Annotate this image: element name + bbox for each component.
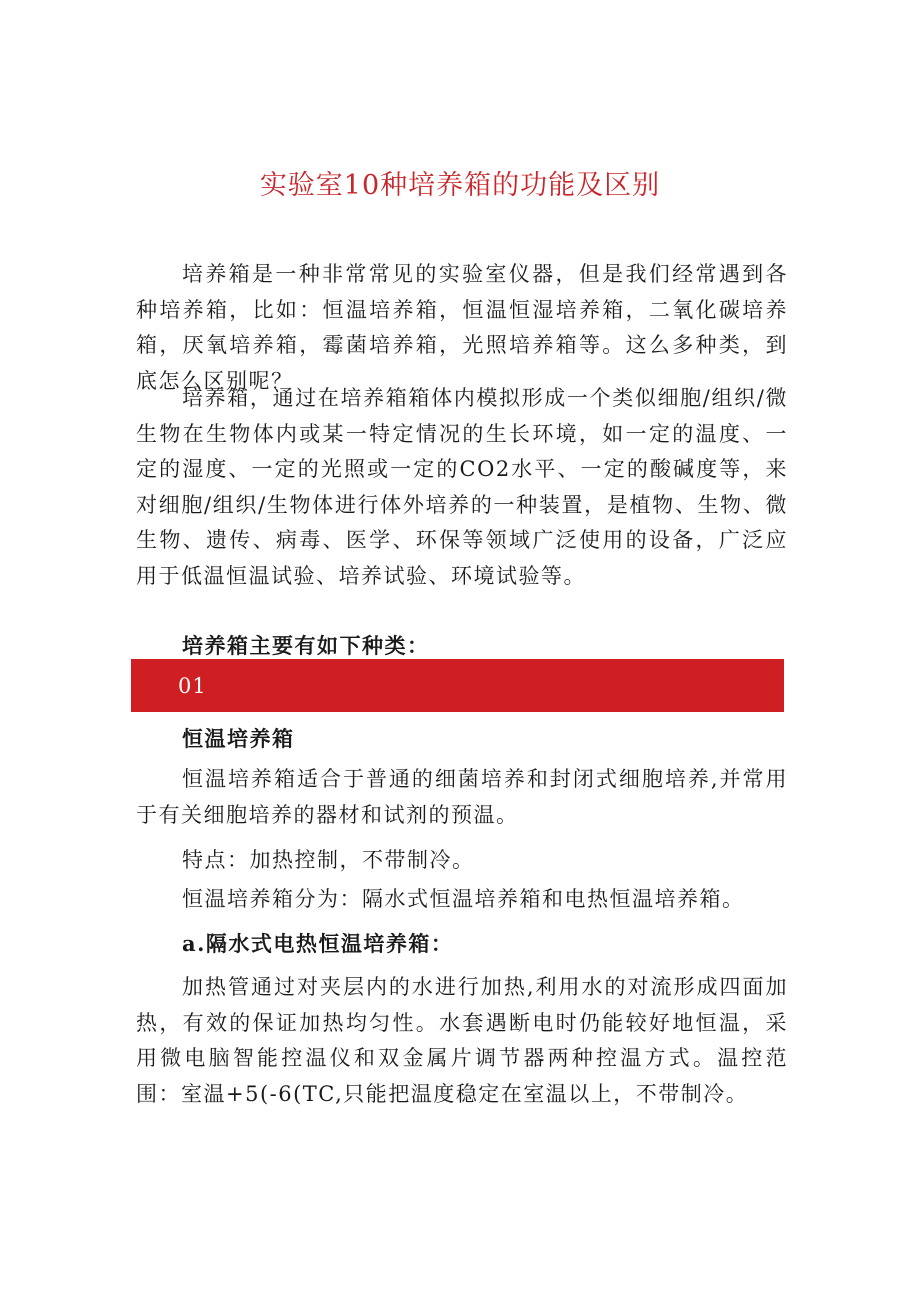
intro-paragraph-2: 培养箱，通过在培养箱箱体内模拟形成一个类似细胞/组织/微生物在生物体内或某一特定情况的生长环境，如一定的温度、一定的湿度、一定的光照或一定的CO2水平、一定的酸碱度等，来对细胞/组织/生物体进行体外培养的一种装置，是植物、生物、微生物、遗传、病毒、医学、环保等领域广泛使用的设备，广泛应用于低温恒温试验、培养试验、环境试验等。 [136,386,788,588]
section-number: 01 [178,674,207,698]
section-banner [131,659,784,712]
document-title: 实验室10种培养箱的功能及区别 [259,170,661,201]
section-description: 恒温培养箱适合于普通的细菌培养和封闭式细胞培养,并常用于有关细胞培养的器材和试剂的预温。 [136,767,788,827]
section-title: 恒温培养箱 [182,726,295,751]
features-line: 特点：加热控制，不带制冷。 [182,848,475,872]
division-line: 恒温培养箱分为：隔水式恒温培养箱和电热恒温培养箱。 [182,887,745,911]
intro-paragraph-1: 培养箱是一种非常常见的实验室仪器，但是我们经常遇到各种培养箱，比如：恒温培养箱，恒温恒湿培养箱，二氧化碳培养箱，厌氧培养箱，霉菌培养箱，光照培养箱等。这么多种类，到底怎么区别呢？ [136,262,788,393]
subheading-a: a.隔水式电热恒温培养箱： [182,931,454,956]
types-heading: 培养箱主要有如下种类： [182,633,430,658]
subheading-a-description: 加热管通过对夹层内的水进行加热,利用水的对流形成四面加热，有效的保证加热均匀性。水套遇断电时仍能较好地恒温，采用微电脑智能控温仪和双金属片调节器两种控温方式。温控范围：室温+5(-6(TC,只能把温度稳定在室温以上，不带制冷。 [136,975,788,1106]
